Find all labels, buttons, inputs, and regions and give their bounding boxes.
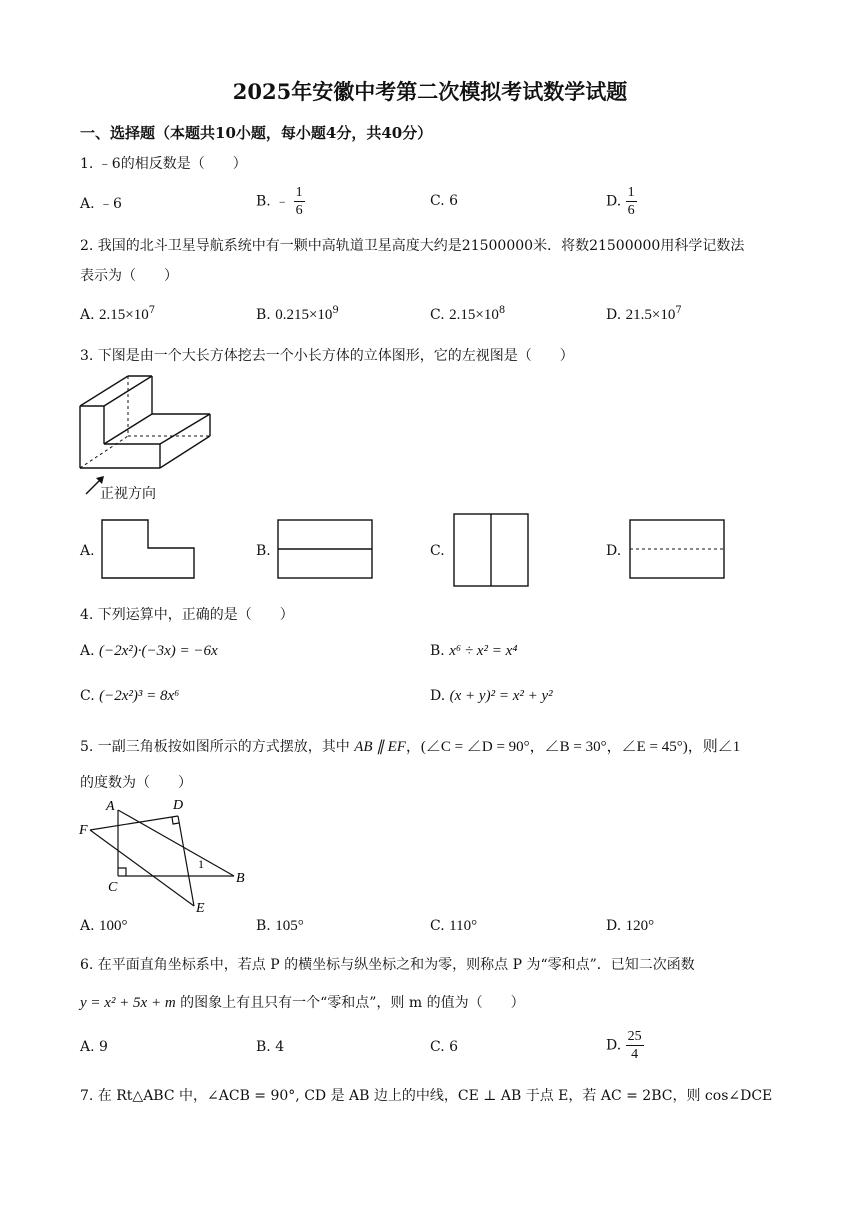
q4-b-label: B.: [430, 643, 445, 659]
q5-stem-line2: 的度数为（ ）: [80, 775, 192, 791]
q2-stem-line2: 表示为（ ）: [80, 268, 178, 284]
q2-a-label: A.: [80, 307, 95, 323]
q5-a-label: A.: [80, 918, 95, 934]
q4-option-a: [80, 643, 218, 660]
q2-d-base: 21.5×10: [625, 307, 676, 323]
q1-d-label: D.: [606, 193, 622, 210]
q6-function: y = x² + 5x + m: [80, 995, 176, 1011]
q5-label-c: C: [108, 880, 118, 895]
q4-c-label: C.: [80, 688, 95, 704]
q5-option-b: [256, 918, 304, 935]
q5-stem-line1: [80, 735, 740, 756]
q3-option-a-figure: [100, 518, 200, 582]
q3-option-b: B.: [256, 543, 271, 559]
q6-d-label: D.: [606, 1037, 622, 1054]
q6-stem-line1: 6. 在平面直角坐标系中，若点 P 的横坐标与纵坐标之和为零，则称点 P 为“零和点”．已知二次函数: [80, 957, 695, 973]
q5-option-a: [80, 918, 128, 935]
q1-stem: 1. ﹣6的相反数是（ ）: [80, 156, 247, 172]
q2-a-base: 2.15×10: [99, 307, 149, 323]
q3-option-d: D.: [606, 543, 622, 559]
q1-d-fraction: [626, 184, 637, 219]
q3-view-direction-label: 正视方向: [100, 486, 156, 502]
q4-option-d: [430, 688, 553, 705]
q5-label-b: B: [236, 871, 245, 886]
q6-d-den: 4: [631, 1047, 639, 1062]
q4-d-expr: (x + y)² = x² + y²: [449, 688, 553, 704]
q5-label-angle-1: 1: [198, 857, 204, 871]
q5-stem-a: 5. 一副三角板按如图所示的方式摆放，其中: [80, 739, 350, 755]
q7-stem: 7. 在 Rt△ABC 中，∠ACB = 90°, CD 是 AB 边上的中线，CE ⊥ AB 于点 E，若 AC = 2BC，则 cos∠DCE: [80, 1088, 773, 1104]
q1-b-label: B. ﹣: [256, 193, 290, 210]
q4-d-label: D.: [430, 688, 446, 704]
q6-d-num: 25: [627, 1029, 642, 1044]
q2-stem-line1: 2. 我国的北斗卫星导航系统中有一颗中高轨道卫星高度大约是21500000米．将数21500000用科学记数法: [80, 238, 745, 254]
q3-stem: 3. 下图是由一个大长方体挖去一个小长方体的立体图形，它的左视图是（ ）: [80, 348, 574, 364]
q2-option-c: [430, 305, 505, 324]
q2-b-label: B.: [256, 307, 271, 323]
q4-b-expr: x⁶ ÷ x² = x⁴: [449, 643, 518, 659]
section-heading: 一、选择题（本题共10小题，每小题4分，共40分）: [80, 124, 433, 142]
q5-d-label: D.: [606, 918, 622, 934]
q5-option-d: [606, 918, 654, 935]
q3-option-c: C.: [430, 543, 445, 559]
q2-d-exp: 7: [675, 305, 682, 316]
q2-b-base: 0.215×10: [275, 307, 333, 323]
q6-stem-rest: 的图象上有且只有一个“零和点”，则 m 的值为（ ）: [175, 995, 525, 1011]
q5-option-c: [430, 918, 477, 935]
q1-option-a: A. ﹣6: [80, 196, 122, 212]
q5-b-label: B.: [256, 918, 271, 934]
q5-triangle-figure: [76, 796, 256, 916]
q2-c-exp: 8: [498, 305, 506, 316]
q1-d-num: 1: [627, 185, 635, 200]
q5-c-value: 110°: [449, 918, 478, 934]
q1-option-b: [256, 184, 305, 219]
q2-b-exp: 9: [332, 305, 339, 316]
q5-parallel: AB ∥ EF: [354, 739, 406, 755]
q6-option-b: B. 4: [256, 1039, 285, 1055]
q3-option-d-figure: [628, 518, 728, 582]
q5-label-e: E: [196, 901, 205, 916]
q5-a-value: 100°: [99, 918, 128, 934]
q3-option-b-figure: [276, 518, 376, 582]
q1-b-fraction: [294, 184, 305, 219]
q1-b-num: 1: [295, 185, 303, 200]
q2-option-d: [606, 305, 682, 324]
q2-d-label: D.: [606, 307, 622, 323]
q6-option-c: C. 6: [430, 1039, 459, 1055]
q1-b-den: 6: [295, 203, 303, 218]
q4-a-expr: (−2x²)·(−3x) = −6x: [99, 643, 218, 659]
q5-d-value: 120°: [625, 918, 655, 934]
q4-c-expr: (−2x²)³ = 8x⁶: [99, 688, 180, 704]
q6-option-a: A. 9: [80, 1039, 108, 1055]
q4-stem: 4. 下列运算中，正确的是（ ）: [80, 607, 294, 623]
q2-a-exp: 7: [148, 305, 156, 316]
page-title: 2025年安徽中考第二次模拟考试数学试题: [232, 79, 628, 104]
q5-conditions: ，(∠C = ∠D = 90°，∠B = 30°，∠E = 45°)，则∠1: [405, 739, 741, 755]
q3-option-c-figure: [452, 512, 532, 590]
q1-option-c: C. 6: [430, 193, 459, 209]
q5-b-value: 105°: [275, 918, 304, 934]
q1-d-den: 6: [627, 203, 635, 218]
q2-c-label: C.: [430, 307, 445, 323]
q2-option-b: [256, 305, 339, 324]
q6-d-fraction: [626, 1028, 644, 1063]
q4-option-b: [430, 643, 517, 660]
q6-option-d: [606, 1028, 644, 1063]
q4-option-c: [80, 688, 179, 705]
q3-option-a: A.: [80, 543, 95, 559]
q5-label-f: F: [79, 823, 88, 838]
q5-c-label: C.: [430, 918, 445, 934]
q2-c-base: 2.15×10: [449, 307, 499, 323]
q5-label-d: D: [173, 798, 184, 813]
q6-stem-line2: [80, 992, 525, 1012]
q5-label-a: A: [106, 799, 115, 814]
q1-option-d: [606, 184, 637, 219]
q2-option-a: [80, 305, 155, 324]
q4-a-label: A.: [80, 643, 95, 659]
